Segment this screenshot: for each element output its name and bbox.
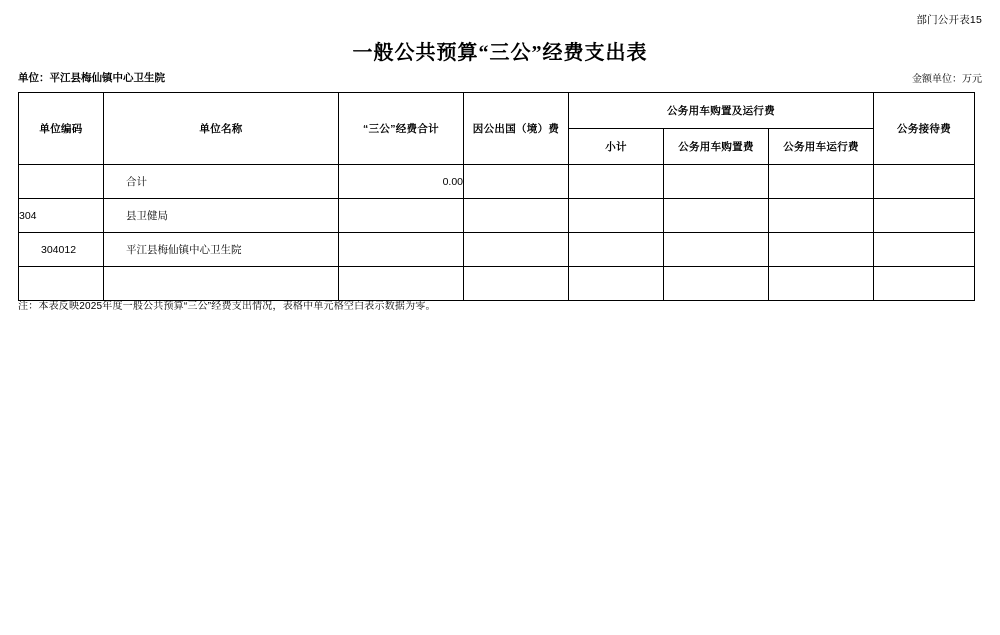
cell-abroad — [464, 199, 569, 233]
cell-unit-name: 平江县梅仙镇中心卫生院 — [104, 233, 339, 267]
cell-vehicle-purchase — [664, 199, 769, 233]
cell-unit-name: 合计 — [104, 165, 339, 199]
cell-unit-code — [19, 165, 104, 199]
cell-abroad — [464, 267, 569, 301]
cell-reception — [874, 233, 975, 267]
cell-reception — [874, 165, 975, 199]
cell-abroad — [464, 165, 569, 199]
table-row — [19, 267, 975, 301]
cell-vehicle-subtotal — [569, 267, 664, 301]
col-header-vehicle-subtotal: 小计 — [569, 129, 664, 165]
cell-unit-name — [104, 267, 339, 301]
budget-table — [18, 92, 975, 301]
table-row — [19, 199, 975, 233]
table-row — [19, 233, 975, 267]
cell-vehicle-subtotal — [569, 233, 664, 267]
table-row — [19, 165, 975, 199]
col-header-vehicle-operation: 公务用车运行费 — [769, 129, 874, 165]
cell-reception — [874, 199, 975, 233]
col-header-reception: 公务接待费 — [874, 93, 975, 165]
table-header — [19, 93, 975, 165]
cell-vehicle-purchase — [664, 233, 769, 267]
cell-total: 0.00 — [339, 165, 464, 199]
cell-vehicle-subtotal — [569, 165, 664, 199]
cell-unit-code: 304 — [19, 199, 104, 233]
col-header-abroad: 因公出国（境）费 — [464, 93, 569, 165]
col-header-total: “三公”经费合计 — [339, 93, 464, 165]
cell-total — [339, 199, 464, 233]
cell-vehicle-operation — [769, 165, 874, 199]
cell-vehicle-purchase — [664, 165, 769, 199]
cell-reception — [874, 267, 975, 301]
table-body — [19, 165, 975, 301]
cell-vehicle-operation — [769, 267, 874, 301]
cell-total — [339, 267, 464, 301]
amount-unit-label: 金额单位：万元 — [912, 74, 982, 85]
cell-total — [339, 233, 464, 267]
cell-abroad — [464, 233, 569, 267]
unit-label: 单位：平江县梅仙镇中心卫生院 — [18, 72, 165, 84]
col-header-unit-code: 单位编码 — [19, 93, 104, 165]
meta-row — [18, 70, 982, 86]
cell-vehicle-operation — [769, 199, 874, 233]
cell-unit-code: 304012 — [19, 233, 104, 267]
col-header-vehicle-purchase: 公务用车购置费 — [664, 129, 769, 165]
form-code-label: 部门公开表15 — [916, 14, 982, 26]
table-note: 注：本表反映2025年度一般公共预算“三公”经费支出情况，表格中单元格空白表示数据为零。 — [18, 301, 436, 312]
col-header-vehicle-group: 公务用车购置及运行费 — [569, 93, 874, 129]
cell-vehicle-subtotal — [569, 199, 664, 233]
page-title: 一般公共预算“三公”经费支出表 — [352, 42, 648, 64]
cell-unit-name: 县卫健局 — [104, 199, 339, 233]
col-header-unit-name: 单位名称 — [104, 93, 339, 165]
header-row-1 — [19, 93, 975, 129]
cell-unit-code — [19, 267, 104, 301]
cell-vehicle-operation — [769, 233, 874, 267]
cell-vehicle-purchase — [664, 267, 769, 301]
